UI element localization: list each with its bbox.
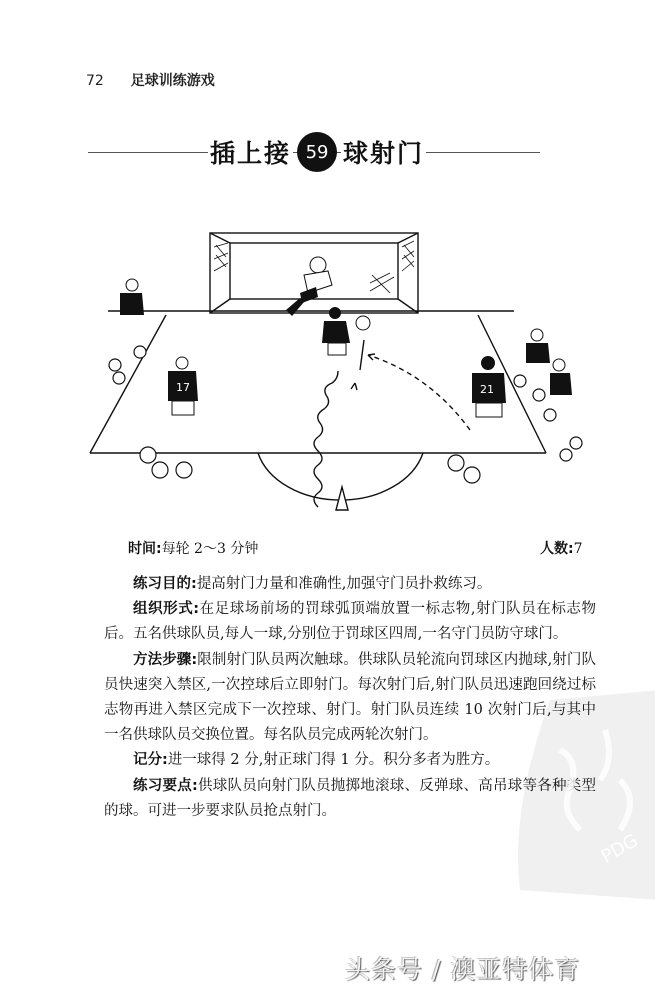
jersey-21: 21 [480,383,494,396]
time-info [128,538,258,558]
running-header [86,70,215,90]
section-text: 供球队员向射门队员抛掷地滚球、反弹球、高吊球等各种类型的球。可进一步要求队员抢点射门。 [104,777,596,819]
title-part-2: 球射门 [341,134,426,170]
drill-illustration [80,225,600,515]
section-label: 练习目的: [133,576,197,592]
players-value: 7 [573,541,583,557]
players-info [540,538,583,558]
section-purpose [104,572,596,597]
watermark-seal [510,690,655,900]
title-part-1: 插上接 [208,134,293,170]
section-text: 提高射门力量和准确性,加强守门员扑救练习。 [196,576,492,592]
section-label: 练习要点: [133,777,198,794]
source-watermark: 头条号 / 澳亚特体育 [345,955,581,984]
section-label: 组织形式: [133,601,200,618]
jersey-17: 17 [176,381,190,394]
section-label: 记分: [133,752,168,769]
game-number-badge: 59 [297,132,337,172]
time-label: 时间: [128,541,162,557]
section-label: 方法步骤: [133,651,198,668]
section-text: 在足球场前场的罚球弧顶端放置一标志物,射门队员在标志物后。五名供球队员,每人一球,分别位于罚球区四周,一名守门员防守球门。 [104,601,596,643]
page-number: 72 [86,73,104,89]
book-title: 足球训练游戏 [130,73,215,89]
section-text: 进一球得 2 分,射正球门得 1 分。积分多者为胜方。 [167,752,500,769]
chapter-title [88,128,540,172]
time-value: 每轮 2～3 分钟 [161,541,259,557]
section-organization [104,597,596,647]
players-label: 人数: [540,541,574,557]
watermark-text: PDG [597,830,642,868]
section-text: 限制射门队员两次触球。供球队员轮流向罚球区内抛球,射门队员快速突入禁区,一次控球后立即射门。每次射门后,射门队员迅速跑回绕过标志物再进入禁区完成下一次控球、射门。射门队员连续 10 次射门后,与其中一名供球队员交换位置。每名队员完成两轮次射门。 [104,651,596,744]
